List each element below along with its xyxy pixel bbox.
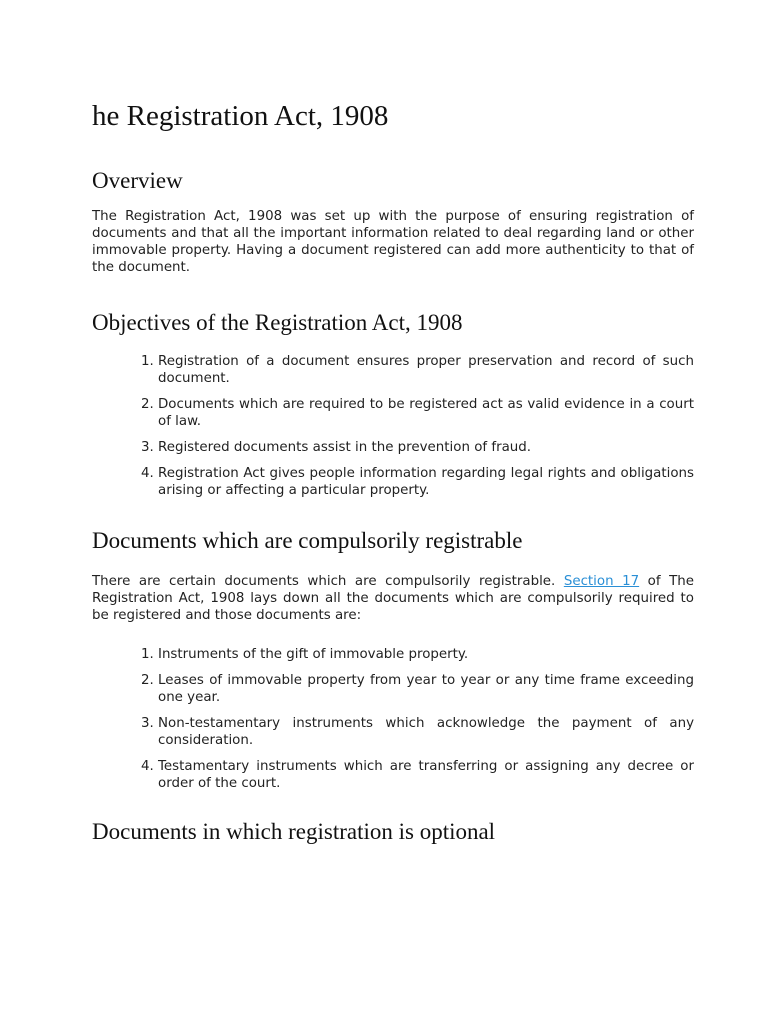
compulsory-list-item: 1. Instruments of the gift of immovable property. [158,646,694,663]
compulsory-intro-text-continued: of The Registration Act, 1908 lays down all the documents which are compulsorily required to be registered and those documents are: [92,574,694,623]
compulsory-heading: Documents which are compulsorily registrable [92,528,523,553]
objectives-list [92,353,694,499]
objectives-heading: Objectives of the Registration Act, 1908 [92,310,463,335]
compulsory-list-item: 4. Testamentary instruments which are transferring or assigning any decree or order of the court. [158,758,694,792]
optional-heading: Documents in which registration is optional [92,819,496,844]
section-17-link[interactable]: Section 17 [563,574,640,589]
document-title: he Registration Act, 1908 [92,100,389,132]
compulsory-intro-text: There are certain documents which are compulsorily registrable. [92,574,564,589]
objectives-list-item: 4. Registration Act gives people information regarding legal rights and obligations arising or affecting a particular property. [158,465,694,499]
objectives-list-item: 3. Registered documents assist in the prevention of fraud. [158,439,694,456]
objectives-list-item: 2. Documents which are required to be registered act as valid evidence in a court of law. [158,396,694,430]
compulsory-list-item: 2. Leases of immovable property from year to year or any time frame exceeding one year. [158,672,694,706]
document-content [92,96,694,847]
compulsory-list-item: 3. Non-testamentary instruments which acknowledge the payment of any consideration. [158,715,694,749]
objectives-list-item: 1. Registration of a document ensures proper preservation and record of such document. [158,353,694,387]
compulsory-list [92,646,694,792]
compulsory-intro-paragraph [92,573,694,624]
overview-heading: Overview [92,168,183,193]
overview-paragraph: The Registration Act, 1908 was set up with the purpose of ensuring registration of documents and that all the important information related to deal regarding land or other immovable property. Having a document registered can add more authenticity to that of the document. [92,209,694,275]
